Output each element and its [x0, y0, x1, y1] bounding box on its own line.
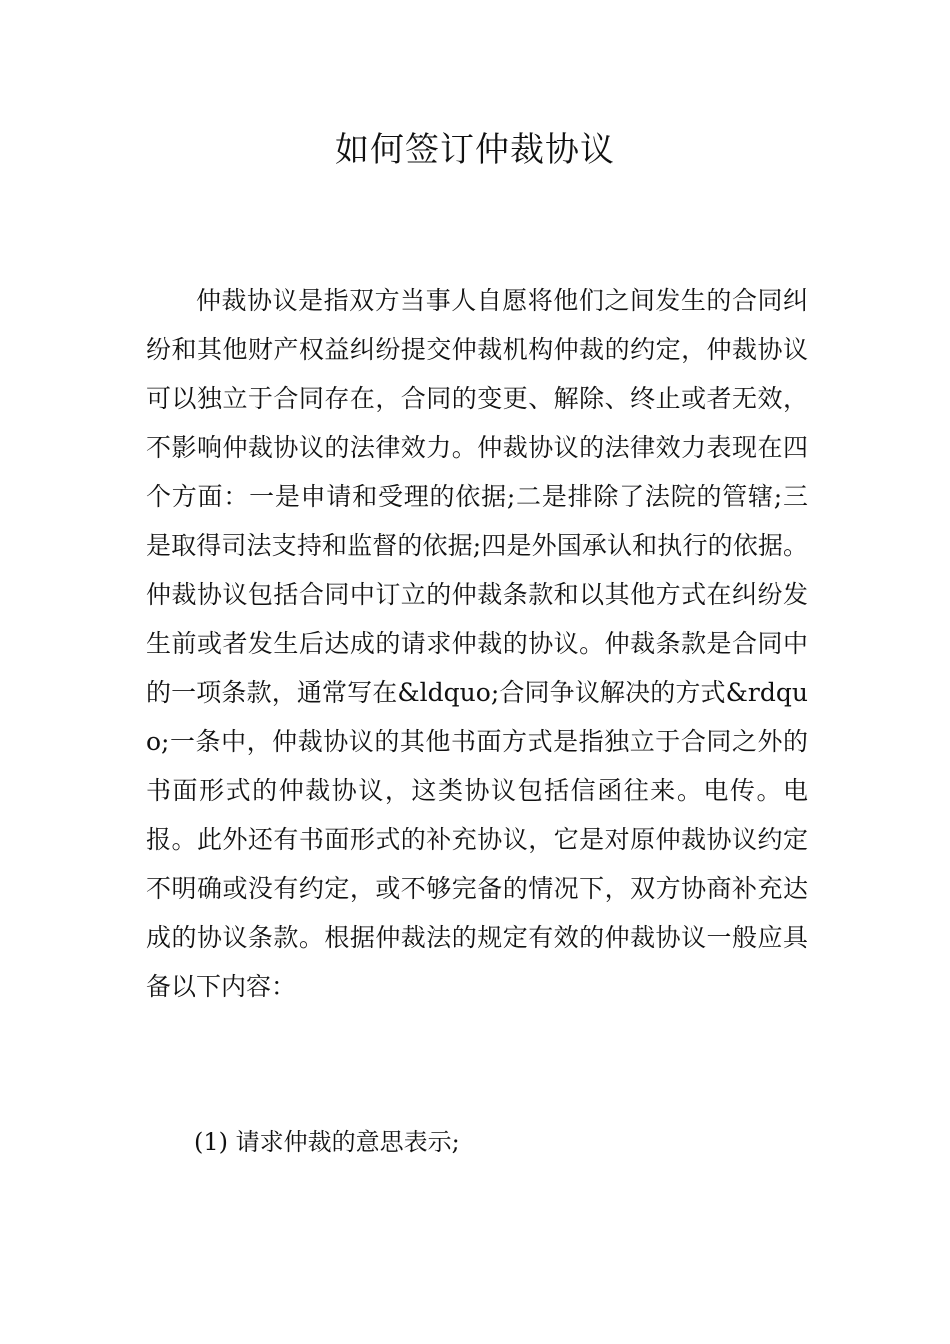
document-title: 如何签订仲裁协议 — [335, 130, 615, 170]
body-paragraph: 仲裁协议是指双方当事人自愿将他们之间发生的合同纠纷和其他财产权益纠纷提交仲裁机构仲裁的约定，仲裁协议可以独立于合同存在，合同的变更、解除、终止或者无效，不影响仲裁协议的法律效力。仲裁协议的法律效力表现在四个方面：一是申请和受理的依据;二是排除了法院的管辖;三是取得司法支持和监督的依据;四是外国承认和执行的依据。仲裁协议包括合同中订立的仲裁条款和以其他方式在纠纷发生前或者发生后达成的请求仲裁的协议。仲裁条款是合同中的一项条款，通常写在&ldquo;合同争议解决的方式&rdquo;一条中，仲裁协议的其他书面方式是指独立于合同之外的书面形式的仲裁协议，这类协议包括信函往来。电传。电报。此外还有书面形式的补充协议，它是对原仲裁协议约定不明确或没有约定，或不够完备的情况下，双方协商补充达成的协议条款。根据仲裁法的规定有效的仲裁协议一般应具备以下内容： — [146, 286, 808, 1001]
list-item: (1) 请求仲裁的意思表示; — [194, 1128, 460, 1156]
